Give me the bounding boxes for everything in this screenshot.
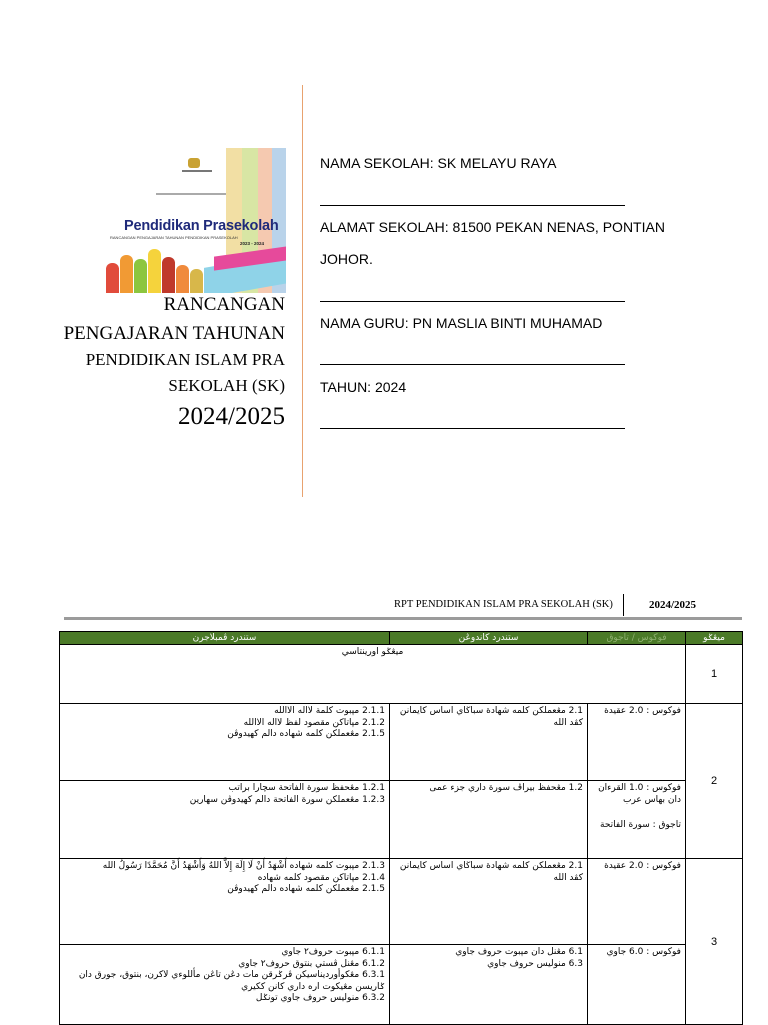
school-address-line-1: ALAMAT SEKOLAH: 81500 PEKAN NENAS, PONTIAN	[320, 219, 665, 235]
focus-label: فوکوس : 2.0 عقيدة	[604, 861, 681, 871]
learning-standard-cell	[60, 945, 390, 1025]
cover-image-subtitle: RANCANGAN PENGAJARAN TAHUNAN PENDIDIKAN PRASEKOLAH	[110, 235, 238, 240]
learning-standard-item: 6.1.2 مڠنل ڤستي بنتوق حروف٢ جاوي	[238, 958, 385, 969]
cover-image-title: Pendidikan Prasekolah	[124, 218, 279, 234]
header-learning-standard: ستندرد ڤمبلاجرن	[60, 632, 390, 645]
cover-title-line-2: PENGAJARAN TAHUNAN	[63, 323, 285, 344]
year: TAHUN: 2024	[320, 379, 407, 395]
cover-title-line-4: SEKOLAH (SK)	[168, 376, 285, 395]
learning-standard-item: 2.1.1 مڽبوت کلمة لااله الاالله	[274, 706, 385, 716]
content-standard-item: 1.2 مڠحفظ بيراڤ سورة داري جزء عمى	[429, 783, 583, 793]
pencil-icon	[190, 269, 203, 293]
pencil-icon	[176, 265, 189, 293]
teacher-name: NAMA GURU: PN MASLIA BINTI MUHAMAD	[320, 315, 603, 331]
blank-line	[320, 428, 625, 429]
learning-standard-item: 6.3.1 مڠکوأورديناسيکن ڤرݢرقن مات دڠن تاڠن مأللوءي لاکرن، بنتوق، جورق دان ݢاريسن مڠيکوت اره داري کانن ککيري	[78, 970, 385, 992]
rpt-table	[59, 631, 743, 1025]
pencil-icon	[106, 263, 119, 293]
learning-standard-item: 2.1.4 مڽاتاکن مقصود کلمه شهاده	[257, 872, 385, 883]
learning-standard-item: 2.1.3 مڽبوت کلمه شهاده أَشْهَدُ أَنْ لَا إِلَهَ إِلاَّ اللهُ وَأَشْهَدُ أَنَّ مُحَمَّدًا رَسُولُ الله	[102, 861, 385, 871]
content-standard-item: 2.1 مڠعملکن کلمه شهادة سباڬاي اساس کايمانن کڤد الله	[399, 861, 583, 883]
content-standard-item: 6.1 مڠنل دان مڽبوت حروف جاوي	[455, 947, 583, 957]
content-standard-cell	[390, 704, 588, 781]
page-header-rule	[64, 617, 742, 620]
ministry-text-line	[182, 170, 212, 172]
table-row	[60, 781, 743, 859]
pencil-icon	[120, 255, 133, 293]
learning-standard-item: 1.2.1 مڠحفظ سورة الفاتحة سچارا براتب	[228, 783, 385, 793]
focus-cell	[588, 781, 686, 859]
focus-label: فوکوس : 2.0 عقيدة	[604, 706, 681, 716]
pencil-icon	[134, 259, 147, 293]
learning-standard-item: 6.3.2 منوليس حروف جاوي تونݢل	[255, 993, 385, 1003]
learning-standard-item: 2.1.2 مڽاتاکن مقصود لفظ لااله الاالله	[243, 717, 385, 728]
week-number: 3	[686, 859, 743, 1025]
header-content-standard: ستندرد کاندوڠن	[390, 632, 588, 645]
learning-standard-item: 6.1.1 مڽبوت حروف٢ جاوي	[281, 947, 385, 957]
focus-cell	[588, 859, 686, 945]
table-row	[60, 704, 743, 781]
cover-title-line-3: PENDIDIKAN ISLAM PRA	[85, 350, 285, 369]
learning-standard-item: 2.1.5 مڠعملکن کلمه شهاده دالم کهيدوڤن	[227, 884, 385, 894]
learning-standard-cell	[60, 704, 390, 781]
page-header-separator	[623, 594, 624, 616]
cover-title-year: 2024/2025	[178, 403, 285, 430]
cover-image-years: 2023 - 2024	[240, 241, 265, 246]
table-row	[60, 859, 743, 945]
content-standard-cell	[390, 945, 588, 1025]
learning-standard-item: 1.2.3 مڠعملکن سورة الفاتحة دالم کهيدوڤن سهارين	[189, 794, 385, 805]
content-standard-cell	[390, 781, 588, 859]
orientation-week-cell	[60, 645, 686, 704]
focus-cell	[588, 704, 686, 781]
ministry-emblem-icon	[188, 158, 200, 168]
content-standard-item: 6.3 منوليس حروف جاوي	[487, 958, 583, 969]
cover-divider	[302, 85, 303, 497]
page-header-year: 2024/2025	[649, 599, 697, 611]
page-header-title: RPT PENDIDIKAN ISLAM PRA SEKOLAH (SK)	[394, 599, 613, 610]
table-header-row	[60, 632, 743, 645]
pencil-icon	[162, 257, 175, 293]
school-name: NAMA SEKOLAH: SK MELAYU RAYA	[320, 155, 557, 171]
learning-standard-cell	[60, 859, 390, 945]
blank-line	[320, 301, 625, 302]
cover-image	[104, 148, 286, 293]
topic-label: تاجوق : سورة الفاتحة	[600, 820, 681, 830]
table-row	[60, 645, 743, 704]
header-week: ميڠݢو	[686, 632, 743, 645]
curriculum-text-line	[156, 193, 226, 195]
focus-label: فوکوس : 6.0 جاوي	[606, 947, 681, 957]
header-focus-topic: فوکوس / تاجوق	[588, 632, 686, 645]
pencil-icon	[148, 249, 161, 293]
content-standard-item: 2.1 مڠعملکن کلمه شهادة سباڬاي اساس کايمانن کڤد الله	[399, 706, 583, 728]
focus-label: فوکوس : 1.0 القرءان دان بهاس عرب	[598, 783, 681, 805]
school-address-line-2: JOHOR.	[320, 251, 373, 267]
content-standard-cell	[390, 859, 588, 945]
week-number: 2	[686, 704, 743, 859]
learning-standard-item: 2.1.5 مڠعملکن کلمه شهاده دالم کهيدوڤن	[227, 729, 385, 739]
focus-cell	[588, 945, 686, 1025]
week-number: 1	[686, 645, 743, 704]
blank-line	[320, 205, 625, 206]
cover-title-line-1: RANCANGAN	[163, 294, 285, 315]
table-row	[60, 945, 743, 1025]
orientation-label: ميڠݢو اورينتاسي	[341, 647, 404, 657]
learning-standard-cell	[60, 781, 390, 859]
blank-line	[320, 364, 625, 365]
